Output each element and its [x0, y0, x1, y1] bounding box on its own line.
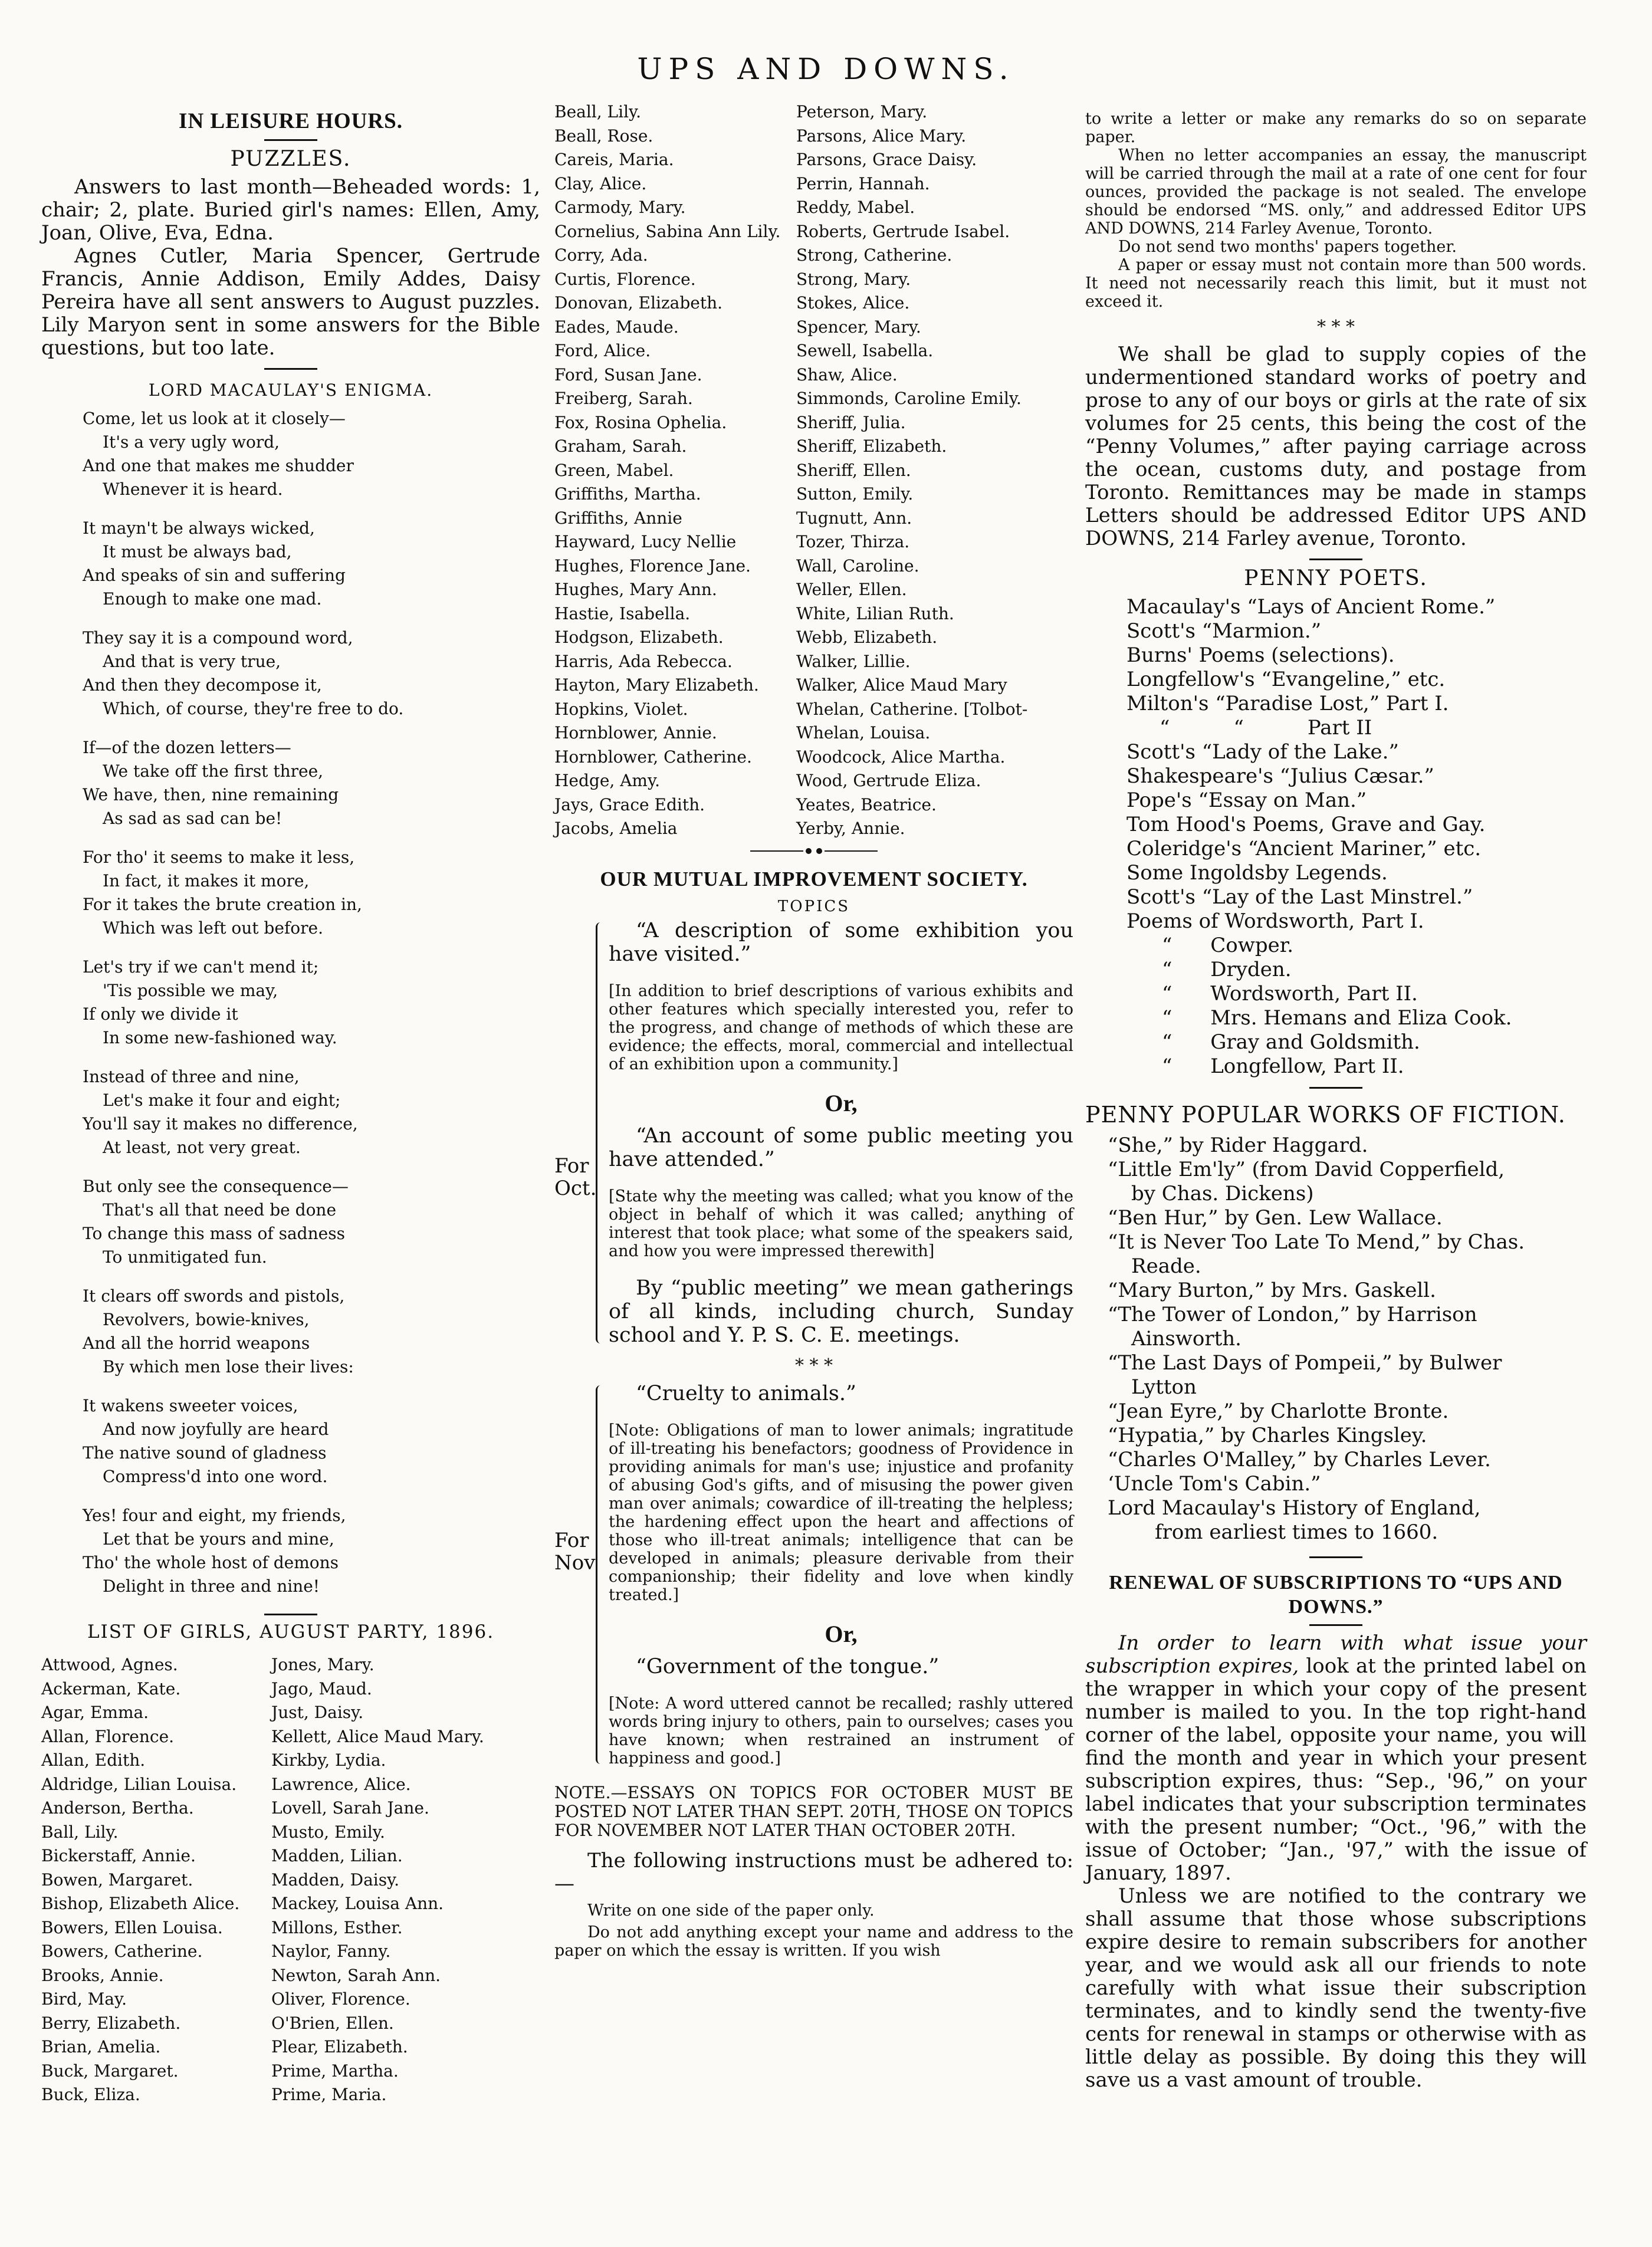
poem-stanza [83, 846, 540, 940]
list-item: “Charles O'Malley,” by Charles Lever. [1108, 1448, 1491, 1471]
list-item: Bishop, Elizabeth Alice. [41, 1894, 240, 1914]
puzzles-title: PUZZLES. [230, 147, 352, 172]
list-item: Clay, Alice. [554, 173, 647, 193]
list-item: Walker, Alice Maud Mary [796, 675, 1007, 695]
column-middle [554, 100, 1073, 1960]
poem-stanza [83, 1065, 540, 1159]
list-item: Jays, Grace Edith. [554, 794, 705, 814]
macaulay-history: Lord Macaulay's History of England, from earliest times to 1660. [1108, 1496, 1481, 1544]
poem-line: Which, of course, they're free to do. [103, 699, 404, 719]
list-item: Bowen, Margaret. [41, 1870, 193, 1890]
list-item: Weller, Ellen. [796, 580, 907, 599]
poem-line: We have, then, nine remaining [83, 785, 339, 805]
list-item: Green, Mabel. [554, 460, 674, 480]
penny-poets-list [1126, 595, 1587, 1079]
poem-line: Compress'd into one word. [103, 1467, 328, 1487]
instruction-continued: to write a letter or make any remarks do so on separate paper. [1085, 110, 1587, 146]
list-item: “ Longfellow, Part II. [1162, 1054, 1404, 1078]
list-item: Hayton, Mary Elizabeth. [554, 675, 759, 695]
poem-line: Come, let us look at it closely— [83, 409, 346, 429]
list-item: “Ben Hur,” by Gen. Lew Wallace. [1108, 1206, 1443, 1230]
list-item: Anderson, Bertha. [41, 1798, 194, 1818]
list-item: Bird, May. [41, 1989, 127, 2009]
list-item: Eades, Maude. [554, 317, 679, 337]
list-item: Cornelius, Sabina Ann Lily. [554, 221, 781, 241]
ornamental-divider [554, 848, 1073, 854]
list-item: “ Cowper. [1162, 934, 1294, 957]
poem-line: For it takes the brute creation in, [83, 895, 362, 915]
list-item: “The Last Days of Pompeii,” by Bulwer [1108, 1351, 1502, 1375]
poem-stanza [83, 736, 540, 830]
list-item: Kellett, Alice Maud Mary. [271, 1726, 484, 1746]
list-item: Madden, Daisy. [271, 1870, 400, 1890]
poem-line: Delight in three and nine! [103, 1576, 320, 1596]
list-item: Fox, Rosina Ophelia. [554, 412, 727, 432]
divider [1309, 1624, 1362, 1626]
list-item: Burns' Poems (selections). [1126, 643, 1395, 667]
poem-stanza [83, 1394, 540, 1489]
poem-line: And speaks of sin and suffering [83, 566, 346, 586]
list-item: “Mary Burton,” by Mrs. Gaskell. [1108, 1279, 1436, 1302]
girls-list-column-4 [796, 100, 1073, 841]
poem-stanza [83, 626, 540, 721]
poem-line: By which men lose their lives: [103, 1357, 354, 1377]
list-item: Ford, Susan Jane. [554, 364, 702, 385]
poem-line: Yes! four and eight, my friends, [83, 1506, 346, 1526]
november-topics [554, 1382, 1073, 1768]
list-item: Spencer, Mary. [796, 317, 921, 337]
list-item: Sheriff, Ellen. [796, 460, 911, 480]
or-separator: Or, [825, 1620, 858, 1647]
poem-line: It must be always bad, [103, 542, 292, 562]
poem-line: Tho' the whole host of demons [83, 1553, 339, 1573]
penny-poets-title: PENNY POETS. [1244, 566, 1428, 590]
list-item: Hedge, Amy. [554, 771, 660, 790]
asterism: * * * [1316, 317, 1355, 337]
list-item: Simmonds, Caroline Emily. [796, 389, 1022, 408]
list-item: Woodcock, Alice Martha. [796, 747, 1006, 767]
list-item: Wood, Gertrude Eliza. [796, 771, 981, 790]
list-item: Millons, Esther. [271, 1917, 403, 1937]
poem-line: You'll say it makes no difference, [83, 1114, 358, 1134]
list-item: Just, Daisy. [271, 1703, 364, 1723]
enigma-title: LORD MACAULAY'S ENIGMA. [148, 380, 433, 400]
list-item: “Hypatia,” by Charles Kingsley. [1108, 1424, 1427, 1447]
section-heading-leisure: IN LEISURE HOURS. [179, 109, 403, 133]
list-item: Mackey, Louisa Ann. [271, 1894, 444, 1914]
list-item: “Jean Eyre,” by Charlotte Bronte. [1108, 1400, 1449, 1423]
list-item: Ainsworth. [1131, 1327, 1242, 1351]
list-item: Hodgson, Elizabeth. [554, 628, 724, 647]
poem-line: In fact, it makes it more, [103, 871, 310, 891]
topic-tongue-note: [Note: A word uttered cannot be recalled; rashly uttered words bring injury to others, pain to ourselves; cases you have known; when restrained an instrument of happiness and good.] [609, 1694, 1073, 1768]
divider [264, 139, 317, 141]
or-separator: Or, [825, 1089, 858, 1116]
deadline-note: NOTE.—ESSAYS ON TOPICS FOR OCTOBER MUST BE POSTED NOT LATER THAN SEPT. 20TH, THOSE ON TOPICS FOR NOVEMBER NOT LATER THAN OCTOBER 20TH. [554, 1782, 1073, 1840]
instruction-name-address: Do not add anything except your name and address to the paper on which the essay is written. If you wish [554, 1923, 1073, 1960]
poem-line: Let that be yours and mine, [103, 1529, 334, 1549]
list-item: Parsons, Grace Daisy. [796, 150, 977, 169]
list-item: Roberts, Gertrude Isabel. [796, 221, 1010, 241]
poem-line: Whenever it is heard. [103, 479, 283, 500]
list-item: Coleridge's “Ancient Mariner,” etc. [1126, 837, 1482, 860]
topic-tongue: “Government of the tongue.” [636, 1654, 940, 1678]
list-item: “She,” by Rider Haggard. [1108, 1134, 1368, 1157]
poem-line: As sad as sad can be! [103, 809, 283, 829]
list-item: Ball, Lily. [41, 1822, 119, 1842]
list-item: Careis, Maria. [554, 150, 674, 169]
list-item: Tozer, Thirza. [796, 532, 910, 551]
list-item: Aldridge, Lilian Louisa. [41, 1774, 237, 1794]
girls-list [41, 1653, 540, 2107]
girls-list-column-1 [41, 1653, 271, 2107]
list-item: Donovan, Elizabeth. [554, 293, 723, 313]
list-item: Whelan, Louisa. [796, 723, 931, 743]
list-item: “It is Never Too Late To Mend,” by Chas. [1108, 1230, 1525, 1254]
divider [264, 1614, 317, 1615]
girls-list-title: LIST OF GIRLS, AUGUST PARTY, 1896. [87, 1621, 495, 1643]
poem-line: If only we divide it [83, 1004, 238, 1024]
october-label: For Oct. [554, 1154, 597, 1200]
poem-line: Let's make it four and eight; [103, 1090, 341, 1111]
list-item: Musto, Emily. [271, 1822, 385, 1842]
poem-stanza [83, 1504, 540, 1598]
list-item: Kirkby, Lydia. [271, 1750, 386, 1770]
list-item: Scott's “Lay of the Last Minstrel.” [1126, 885, 1473, 909]
topic-cruelty-note: [Note: Obligations of man to lower animals; ingratitude of ill-treating his benefactors; goodness of Providence in providing animals for man's use; injustice and profanity of abusing God's gifts, and of misusing the power given man over animals; cowardice of ill-treating the helpless; the hardening effect upon the heart and affections of those who ill-treat animals; intelligence that can be developed in animals; pleasure derivable from their companionship; their fidelity and love when kindly treated.] [609, 1421, 1073, 1604]
divider [1309, 1556, 1362, 1558]
instruction-manuscript-mail: When no letter accompanies an essay, the manuscript will be carried through the mail at a rate of one cent for four ounces, provided the package is not sealed. The envelope should be endorsed “MS. only,” and addressed Editor UPS AND DOWNS, 214 Farley Avenue, Toronto. [1085, 146, 1587, 238]
list-item: Jago, Maud. [271, 1678, 372, 1699]
october-topics [554, 919, 1073, 1347]
list-item: Newton, Sarah Ann. [271, 1965, 441, 1985]
list-item: Madden, Lilian. [271, 1846, 403, 1866]
list-item: Carmody, Mary. [554, 198, 686, 217]
poem-line: In some new-fashioned way. [103, 1028, 337, 1048]
list-item: Bowers, Ellen Louisa. [41, 1917, 223, 1937]
poem-stanza [83, 1285, 540, 1379]
list-item: Sutton, Emily. [796, 484, 914, 504]
list-item: Macaulay's “Lays of Ancient Rome.” [1126, 595, 1496, 619]
supply-notice: We shall be glad to supply copies of the undermentioned standard works of poetry and prose to any of our boys or girls at the rate of six volumes for 25 cents, this being the cost of the “Penny Volumes,” after paying carriage across the ocean, customs duty, and postage from Toronto. Remittances may be made in stamps Letters should be addressed Editor UPS AND DOWNS, 214 Farley avenue, Toronto. [1085, 343, 1587, 550]
renewal-paragraph-1: In order to learn with what issue your subscription expires, look at the printed label on the wrapper in which your copy of the present number is mailed to you. In the top right-hand corner of the label, opposite your name, you will find the month and year in which your present subscription expires, thus: “Sep., '96,” on your label indicates that your subscription terminates with the present number; “Oct., '96,” with the issue of October; “Jan., '97,” with the issue of January, 1897. [1085, 1631, 1587, 1885]
topic-public-meeting-definition: By “public meeting” we mean gatherings of all kinds, including church, Sunday school and Y. P. S. C. E. meetings. [609, 1276, 1073, 1347]
list-item: Scott's “Lady of the Lake.” [1126, 740, 1399, 764]
list-item: Hopkins, Violet. [554, 699, 688, 719]
list-item: Harris, Ada Rebecca. [554, 651, 733, 671]
list-item: “The Tower of London,” by Harrison [1108, 1303, 1477, 1326]
list-item: Sheriff, Julia. [796, 412, 906, 432]
list-item: Hornblower, Catherine. [554, 747, 752, 767]
girls-list-continued [554, 100, 1073, 841]
list-item: Lovell, Sarah Jane. [271, 1798, 429, 1818]
puzzle-answers: Answers to last month—Beheaded words: 1, chair; 2, plate. Buried girl's names: Ellen, Amy, Joan, Olive, Eva, Edna. [41, 175, 540, 245]
instruction-one-side: Write on one side of the paper only. [587, 1901, 875, 1920]
list-item: Hayward, Lucy Nellie [554, 532, 737, 551]
list-item: Ford, Alice. [554, 341, 651, 360]
list-item: Jones, Mary. [271, 1655, 375, 1675]
list-item: Brooks, Annie. [41, 1965, 164, 1985]
list-item: Tugnutt, Ann. [796, 508, 912, 528]
puzzle-senders: Agnes Cutler, Maria Spencer, Gertrude Francis, Annie Addison, Emily Addes, Daisy Pereira have all sent answers to August puzzles. Lily Maryon sent in some answers for the Bible questions, but too late. [41, 244, 540, 360]
list-item: Agar, Emma. [41, 1703, 149, 1723]
list-item: Oliver, Florence. [271, 1989, 410, 2009]
poem-line: It clears off swords and pistols, [83, 1286, 345, 1306]
column-left [41, 100, 540, 2107]
list-item: Shaw, Alice. [796, 364, 898, 385]
list-item: “ Dryden. [1162, 958, 1292, 981]
poem-line: They say it is a compound word, [83, 628, 353, 648]
section-heading-society: OUR MUTUAL IMPROVEMENT SOCIETY. [600, 867, 1028, 891]
list-item: Sewell, Isabella. [796, 341, 934, 360]
divider [264, 368, 317, 370]
poem-line: It's a very ugly word, [103, 432, 280, 452]
instruction-word-limit: A paper or essay must not contain more than 500 words. It need not necessarily reach this limit, but it must not exceed it. [1085, 256, 1587, 311]
list-item: Peterson, Mary. [796, 102, 928, 121]
instruction-one-month: Do not send two months' papers together. [1118, 238, 1457, 256]
list-item: Beall, Lily. [554, 102, 642, 121]
list-item: Strong, Catherine. [796, 245, 953, 265]
section-heading-renewal: RENEWAL OF SUBSCRIPTIONS TO “UPS AND DOWNS.” [1109, 1572, 1563, 1618]
girls-list-column-2 [271, 1653, 540, 2107]
list-item: “ Mrs. Hemans and Eliza Cook. [1162, 1006, 1512, 1030]
poem-line: And then they decompose it, [83, 675, 322, 695]
list-item: O'Brien, Ellen. [271, 2013, 394, 2033]
poem-line: And now joyfully are heard [103, 1420, 329, 1440]
list-item: Hornblower, Annie. [554, 723, 717, 743]
topic-public-meeting-note: [State why the meeting was called; what you know of the object in behalf of which it was called; anything of interest that took place; what some of the speakers said, and how you were impressed therewith] [609, 1187, 1073, 1260]
poem-line: We take off the first three, [103, 761, 324, 781]
list-item: Beall, Rose. [554, 126, 653, 146]
list-item: by Chas. Dickens) [1131, 1182, 1314, 1205]
list-item: Jacobs, Amelia [554, 819, 678, 838]
renewal-paragraph-2: Unless we are notified to the contrary we shall assume that those whose subscriptions expire desire to remain subscribers for another year, and we would ask all our friends to note carefully with what issue their subscription terminates, and to kindly send the twenty-five cents for renewal in stamps or otherwise with as little delay as possible. By doing this they will save us a vast amount of trouble. [1085, 1884, 1587, 2092]
topic-cruelty: “Cruelty to animals.” [636, 1381, 856, 1405]
list-item: Reade. [1131, 1254, 1201, 1278]
list-item: Buck, Eliza. [41, 2085, 140, 2105]
list-item: Shakespeare's “Julius Cæsar.” [1126, 764, 1434, 788]
poem-line: And all the horrid weapons [83, 1333, 310, 1354]
list-item: Corry, Ada. [554, 245, 648, 265]
poem-line: It wakens sweeter voices, [83, 1396, 298, 1416]
list-item: White, Lilian Ruth. [796, 603, 954, 623]
list-item: Lytton [1131, 1375, 1197, 1399]
list-item: Bowers, Catherine. [41, 1942, 203, 1962]
list-item: Freiberg, Sarah. [554, 389, 693, 408]
divider [1309, 559, 1362, 560]
list-item: “Little Em'ly” (from David Copperfield, [1108, 1158, 1505, 1181]
poem-line: That's all that need be done [103, 1200, 337, 1220]
poem-line: Instead of three and nine, [83, 1067, 300, 1087]
poem-line: Revolvers, bowie-knives, [103, 1310, 310, 1330]
list-item: Prime, Maria. [271, 2085, 387, 2105]
list-item: Allan, Edith. [41, 1750, 146, 1770]
list-item: “ Gray and Goldsmith. [1162, 1030, 1420, 1054]
poem-line: For tho' it seems to make it less, [83, 847, 355, 868]
column-right [1085, 110, 1587, 2092]
list-item: Webb, Elizabeth. [796, 628, 938, 647]
poem-line: To unmitigated fun. [103, 1247, 267, 1267]
list-item: Plear, Elizabeth. [271, 2037, 408, 2057]
list-item: Hughes, Florence Jane. [554, 556, 751, 576]
list-item: Berry, Elizabeth. [41, 2013, 181, 2033]
list-item: Wall, Caroline. [796, 556, 919, 576]
list-item: Walker, Lillie. [796, 651, 911, 671]
list-item: Stokes, Alice. [796, 293, 910, 313]
brace [596, 1385, 603, 1764]
list-item: Griffiths, Annie [554, 508, 682, 528]
list-item: Reddy, Mabel. [796, 198, 915, 217]
list-item: Prime, Martha. [271, 2061, 399, 2081]
list-item: “ “ Part II [1160, 716, 1372, 740]
poem-line: 'Tis possible we may, [103, 981, 278, 1001]
poem-line: If—of the dozen letters— [83, 738, 291, 758]
poem-line: Enough to make one mad. [103, 589, 322, 609]
poem-line: At least, not very great. [103, 1138, 301, 1158]
list-item: Longfellow's “Evangeline,” etc. [1126, 668, 1446, 691]
fiction-title: PENNY POPULAR WORKS OF FICTION. [1085, 1102, 1566, 1128]
list-item: Griffiths, Martha. [554, 484, 701, 504]
poem-stanza [83, 407, 540, 501]
list-item: Naylor, Fanny. [271, 1942, 391, 1962]
asterism: * * * [794, 1355, 833, 1376]
list-item: Some Ingoldsby Legends. [1126, 861, 1388, 885]
list-item: Hughes, Mary Ann. [554, 580, 717, 599]
list-item: ‘Uncle Tom's Cabin.” [1108, 1472, 1321, 1496]
topic-public-meeting: “An account of some public meeting you have attended.” [609, 1124, 1073, 1171]
poem-line: To change this mass of sadness [83, 1224, 345, 1244]
list-item: Ackerman, Kate. [41, 1678, 181, 1699]
list-item: Hastie, Isabella. [554, 603, 691, 623]
list-item: Sheriff, Elizabeth. [796, 436, 947, 456]
list-item: Brian, Amelia. [41, 2037, 161, 2057]
list-item: Perrin, Hannah. [796, 173, 930, 193]
list-item: Yeates, Beatrice. [796, 794, 937, 814]
list-item: “ Wordsworth, Part II. [1162, 982, 1418, 1006]
topic-exhibition: “A description of some exhibition you have visited.” [609, 918, 1073, 966]
list-item: Attwood, Agnes. [41, 1655, 178, 1675]
enigma-poem [41, 407, 540, 1598]
list-item: Yerby, Annie. [796, 819, 905, 838]
poem-stanza [83, 955, 540, 1050]
list-item: Buck, Margaret. [41, 2061, 179, 2081]
poem-line: Which was left out before. [103, 918, 323, 938]
poem-stanza [83, 1175, 540, 1269]
list-item: Curtis, Florence. [554, 269, 696, 289]
list-item: Milton's “Paradise Lost,” Part I. [1126, 692, 1449, 715]
brace [596, 922, 603, 1343]
poem-line: It mayn't be always wicked, [83, 518, 315, 538]
poem-line: But only see the consequence— [83, 1177, 349, 1197]
fiction-list [1108, 1134, 1587, 1496]
masthead: UPS AND DOWNS. [637, 52, 1015, 86]
girls-list-column-3 [554, 100, 796, 841]
topics-label: TOPICS [777, 897, 850, 915]
list-item: Lawrence, Alice. [271, 1774, 411, 1794]
list-item: Scott's “Marmion.” [1126, 619, 1322, 643]
poem-line: And that is very true, [103, 652, 281, 672]
list-item: Graham, Sarah. [554, 436, 687, 456]
list-item: Parsons, Alice Mary. [796, 126, 967, 146]
list-item: Allan, Florence. [41, 1726, 175, 1746]
poem-stanza [83, 517, 540, 611]
divider [1309, 1087, 1362, 1089]
list-item: Poems of Wordsworth, Part I. [1126, 909, 1424, 933]
list-item: Strong, Mary. [796, 269, 911, 289]
topic-exhibition-note: [In addition to brief descriptions of various exhibits and other features which specially interested you, refer to the progress, and change of methods of which these are evidence; the effects, moral, commercial and intellectual of an exhibition upon a community.] [609, 981, 1073, 1073]
poem-line: Let's try if we can't mend it; [83, 957, 319, 977]
list-item: Tom Hood's Poems, Grave and Gay. [1126, 813, 1486, 836]
poem-line: And one that makes me shudder [83, 456, 354, 476]
poem-line: The native sound of gladness [83, 1443, 327, 1463]
november-label: For Nov [554, 1528, 596, 1575]
instructions-intro: The following instructions must be adhered to:— [554, 1848, 1073, 1896]
list-item: Whelan, Catherine. [Tolbot- [796, 699, 1028, 719]
list-item: Pope's “Essay on Man.” [1126, 789, 1367, 812]
list-item: Bickerstaff, Annie. [41, 1846, 196, 1866]
